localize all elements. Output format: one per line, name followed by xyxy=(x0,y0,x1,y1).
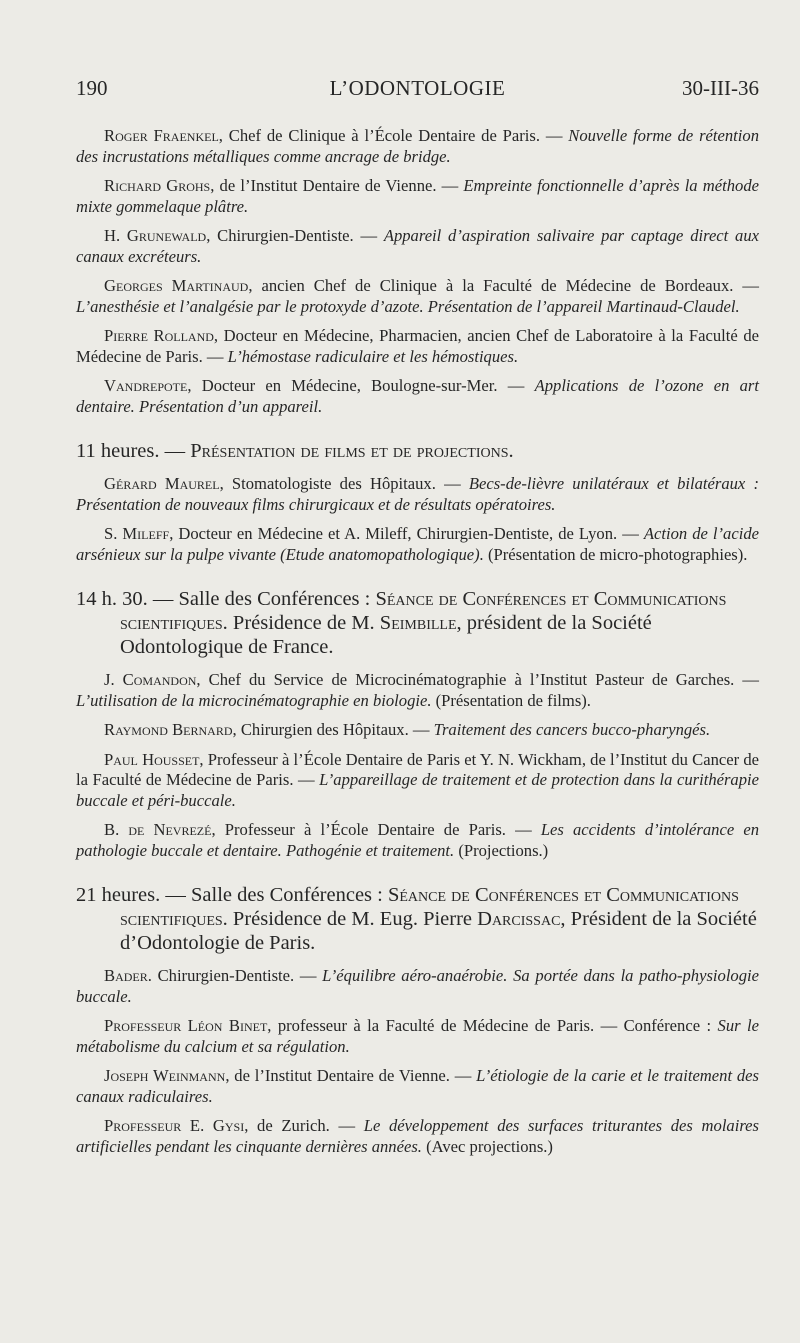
talk-title: Nouvelle forme de rétention des incrustations métalliques comme ancrage de bridge. xyxy=(76,126,759,166)
entry-note: (Présentation de films). xyxy=(431,690,591,710)
session-title: Séance de Conférences et Communications scientifiques. xyxy=(120,588,727,634)
talk-title: Applications de l’ozone en art dentaire. Présentation d’un appareil. xyxy=(76,376,759,416)
page-number: 190 xyxy=(76,76,108,100)
talk-title: L’appareillage de traitement et de protection dans la curithérapie buccale et péri-buccale. xyxy=(76,770,760,810)
program-entry xyxy=(76,820,759,861)
speaker-name: Bader xyxy=(104,966,148,985)
talk-title: Empreinte fonctionnelle d’après la méthode mixte gommelaque plâtre. xyxy=(76,176,759,216)
session-time: 21 heures. — Salle des Conférences : xyxy=(76,884,388,906)
talk-title: Becs-de-lièvre unilatéraux et bilatéraux : Présentation de nouveaux films chirurgicaux et de résultats opératoires. xyxy=(76,474,760,514)
session-president: Darcissac xyxy=(477,908,561,930)
speaker-affiliation: , Professeur à l’École Dentaire de Paris et Y. N. Wickham, de l’Institut du Cancer de la Faculté de Médecine de Paris. — xyxy=(76,749,759,789)
speaker-name: Professeur Léon Binet xyxy=(104,1016,268,1035)
program-entry xyxy=(76,750,759,812)
entry-note: (Présentation de micro-photographies). xyxy=(483,544,748,564)
speaker-name: Vandrepote xyxy=(104,376,188,395)
program-entry xyxy=(76,1066,759,1107)
session-time: 11 heures. — xyxy=(76,440,191,462)
program-entry xyxy=(76,326,759,367)
talk-title: Le développement des surfaces triturantes des molaires artificielles pendant les cinquante dernières années. xyxy=(76,1116,759,1156)
speaker-name: S. Mileff xyxy=(104,524,170,543)
entries-afternoon xyxy=(76,670,759,861)
session-title: Séance de Conférences et Communications scientifiques. xyxy=(120,884,739,930)
program-entry xyxy=(76,524,759,565)
session-heading-21h xyxy=(76,883,759,955)
talk-title: Les accidents d’intolérance en pathologie buccale et dentaire. Pathogénie et traitement. xyxy=(76,820,760,860)
program-entry xyxy=(76,1116,759,1157)
page-header xyxy=(76,76,759,104)
speaker-affiliation: , Docteur en Médecine, Boulogne-sur-Mer. — xyxy=(187,376,535,395)
entries-films xyxy=(76,474,759,565)
speaker-affiliation: , Docteur en Médecine, Pharmacien, ancien Chef de Laboratoire à la Faculté de Médecine de Paris. — xyxy=(76,326,759,366)
entries-morning xyxy=(76,126,759,417)
speaker-affiliation: , professeur à la Faculté de Médecine de Paris. — Conférence : xyxy=(267,1016,718,1035)
speaker-name: B. de Nevrezé xyxy=(104,820,212,839)
speaker-affiliation: , de Zurich. — xyxy=(244,1116,364,1135)
session-time: 14 h. 30. — Salle des Conférences : xyxy=(76,588,376,610)
speaker-affiliation: , Chef de Clinique à l’École Dentaire de Paris. — xyxy=(218,126,569,145)
program-entry xyxy=(76,226,759,267)
program-entry xyxy=(76,376,759,417)
speaker-name: Georges Martinaud xyxy=(104,276,249,295)
talk-title: L’équilibre aéro-anaérobie. Sa portée dans la patho-physiologie buccale. xyxy=(76,966,759,1006)
document-body xyxy=(76,126,759,1166)
speaker-affiliation: , Chef du Service de Microcinématographie à l’Institut Pasteur de Garches. — xyxy=(196,670,759,689)
speaker-affiliation: , ancien Chef de Clinique à la Faculté de Médecine de Bordeaux. — xyxy=(248,276,759,295)
speaker-affiliation: . Chirurgien-Dentiste. — xyxy=(147,966,323,985)
session-presidence: Présidence de M. xyxy=(227,612,380,634)
session-presidence: Présidence de M. Eug. Pierre xyxy=(227,908,478,930)
program-entry xyxy=(76,1016,759,1057)
talk-title: L’étiologie de la carie et le traitement des canaux radiculaires. xyxy=(76,1066,759,1106)
speaker-name: Raymond Bernard xyxy=(104,720,233,739)
entry-note: (Projections.) xyxy=(454,840,549,860)
session-title: Présentation de films et de projections. xyxy=(190,440,514,462)
session-heading-11h xyxy=(76,439,759,463)
talk-title: Sur le métabolisme du calcium et sa régulation. xyxy=(76,1016,759,1056)
speaker-name: Professeur E. Gysi xyxy=(104,1116,245,1135)
speaker-affiliation: , Chirurgien des Hôpitaux. — xyxy=(232,720,434,739)
program-entry xyxy=(76,276,759,317)
talk-title: L’anesthésie et l’analgésie par le protoxyde d’azote. Présentation de l’appareil Martinaud-Claudel. xyxy=(76,296,740,316)
speaker-affiliation: , Chirurgien-Dentiste. — xyxy=(206,226,384,245)
session-heading-14h30 xyxy=(76,587,759,659)
speaker-name: Roger Fraenkel xyxy=(104,126,219,145)
entry-note: (Avec projections.) xyxy=(421,1136,553,1156)
entries-evening xyxy=(76,966,759,1157)
speaker-name: Pierre Rolland xyxy=(104,326,214,345)
speaker-name: Richard Grohs xyxy=(104,176,211,195)
program-entry xyxy=(76,176,759,217)
program-entry xyxy=(76,720,759,741)
speaker-name: J. Comandon xyxy=(104,670,197,689)
session-president-title: , Président de la Société d’Odontologie de Paris. xyxy=(120,908,757,954)
speaker-affiliation: , Docteur en Médecine et A. Mileff, Chirurgien-Dentiste, de Lyon. — xyxy=(169,524,644,543)
speaker-name: Joseph Weinmann xyxy=(104,1066,226,1085)
issue-date: 30-III-36 xyxy=(682,76,759,100)
session-president-title: , président de la Société Odontologique de France. xyxy=(120,612,652,658)
speaker-affiliation: , Professeur à l’École Dentaire de Paris. — xyxy=(211,820,541,839)
session-president: Seimbille xyxy=(379,612,457,634)
talk-title: L’utilisation de la microcinématographie en biologie. xyxy=(76,690,432,710)
program-entry xyxy=(76,966,759,1007)
speaker-name: Paul Housset xyxy=(104,749,200,769)
talk-title: Appareil d’aspiration salivaire par captage direct aux canaux excréteurs. xyxy=(76,226,760,266)
talk-title: Action de l’acide arsénieux sur la pulpe vivante (Etude anatomopathologique). xyxy=(76,524,759,564)
program-entry xyxy=(76,670,759,711)
journal-title: L’ODONTOLOGIE xyxy=(329,76,506,100)
program-entry xyxy=(76,126,759,167)
program-entry xyxy=(76,474,759,515)
talk-title: Traitement des cancers bucco-pharyngés. xyxy=(433,720,711,739)
speaker-affiliation: , de l’Institut Dentaire de Vienne. — xyxy=(225,1066,477,1085)
speaker-affiliation: , de l’Institut Dentaire de Vienne. — xyxy=(210,176,464,195)
talk-title: L’hémostase radiculaire et les hémostiques. xyxy=(227,346,519,366)
speaker-affiliation: , Stomatologiste des Hôpitaux. — xyxy=(219,474,469,493)
speaker-name: Gérard Maurel xyxy=(104,474,220,493)
speaker-name: H. Grunewald xyxy=(104,226,207,245)
